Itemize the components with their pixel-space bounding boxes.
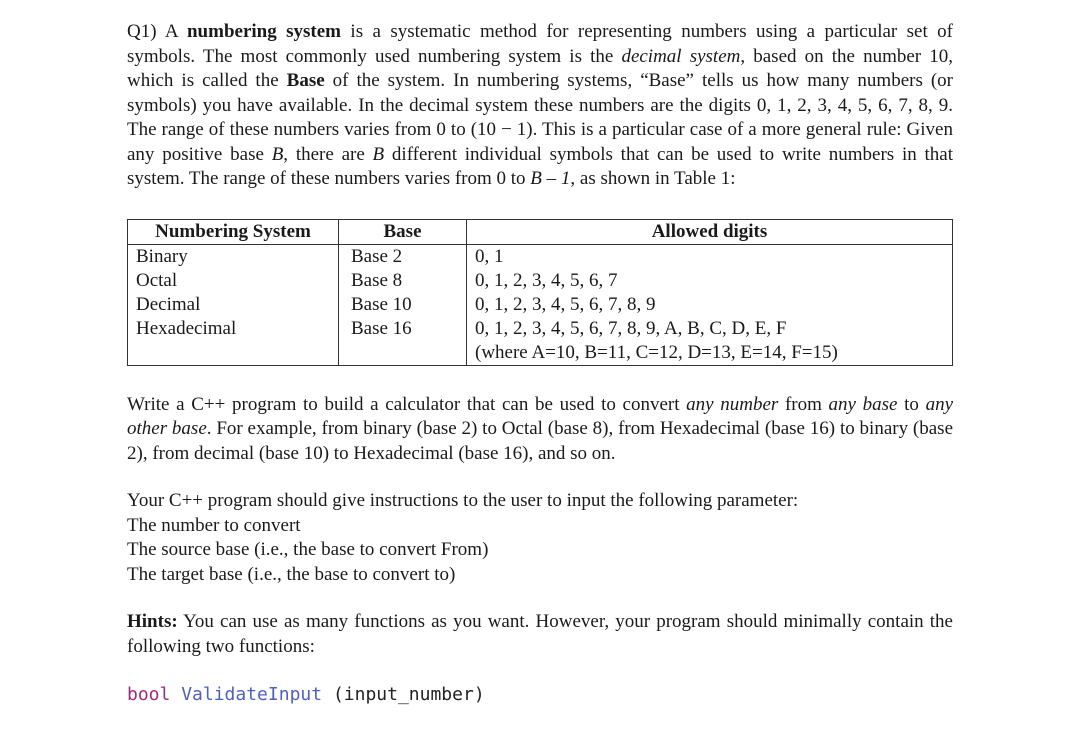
- table-header-row: [128, 219, 953, 244]
- numbering-systems-table: [127, 219, 953, 366]
- code-snippet: [127, 683, 953, 707]
- instruction-item: The target base (i.e., the base to convert to): [127, 563, 456, 585]
- cell-digits-line: 0, 1, 2, 3, 4, 5, 6, 7, 8, 9, A, B, C, D, E, F: [475, 317, 787, 339]
- document-page: [127, 20, 953, 707]
- intro-text: , based on the number 10, which is called the: [127, 45, 954, 91]
- cell-base: Base 16: [339, 317, 467, 366]
- cell-base: Base 10: [339, 293, 467, 317]
- term-base: Base: [286, 70, 325, 91]
- term-decimal-system: decimal system: [621, 45, 741, 67]
- instructions-lead: Your C++ program should give instructions to the user to input the following parameter:: [127, 490, 799, 511]
- question-label: Q1) A: [127, 21, 187, 42]
- header-numbering-system: Numbering System: [128, 219, 339, 244]
- code-function-name: ValidateInput: [181, 684, 323, 705]
- task-text: from: [778, 393, 829, 415]
- cell-digits: 0, 1, 2, 3, 4, 5, 6, 7: [467, 269, 953, 293]
- code-keyword: bool: [127, 684, 171, 705]
- table-row: [128, 293, 953, 317]
- intro-text: , there are: [283, 143, 373, 165]
- cell-digits: [467, 317, 953, 366]
- numbering-table-wrapper: [127, 219, 953, 366]
- intro-text: is a systematic method for representing numbers using a particular set of symbols. The most commonly used numbering system is the: [127, 21, 953, 67]
- task-text: to: [897, 393, 926, 415]
- table-row: [128, 317, 953, 366]
- instruction-item: The source base (i.e., the base to convert From): [127, 539, 489, 560]
- table-row: [128, 244, 953, 269]
- cell-digits: 0, 1: [467, 244, 953, 269]
- cell-system: Octal: [128, 269, 339, 293]
- var-b: B: [372, 143, 385, 165]
- cell-base: Base 8: [339, 269, 467, 293]
- hints-text: You can use as many functions as you want. However, your program should minimally contain the following two functions:: [127, 611, 953, 657]
- cell-system: Binary: [128, 244, 339, 269]
- table-row: [128, 269, 953, 293]
- cell-base: Base 2: [339, 244, 467, 269]
- header-base: Base: [339, 219, 467, 244]
- task-text: . For example, from binary (base 2) to Octal (base 8), from Hexadecimal (base 16) to binary (base 2), from decimal (base 10) to Hexadecimal (base 16), and so on.: [127, 418, 954, 464]
- cell-digits-note: (where A=10, B=11, C=12, D=13, E=14, F=15): [475, 341, 838, 363]
- task-text: Write a C++ program to build a calculator that can be used to convert: [127, 393, 687, 415]
- cell-system: Decimal: [128, 293, 339, 317]
- emphasis-any-base: any base: [828, 393, 898, 415]
- cell-system: Hexadecimal: [128, 317, 339, 366]
- code-arguments: (input_number): [332, 684, 485, 705]
- emphasis-any-other-base: any other base: [127, 393, 953, 439]
- instruction-item: The number to convert: [127, 514, 301, 536]
- task-paragraph: [127, 393, 953, 467]
- intro-text: , as shown in Table 1:: [570, 168, 736, 189]
- term-numbering-system: numbering system: [186, 21, 342, 42]
- var-b-minus-one: B – 1: [530, 168, 571, 189]
- intro-text: different individual symbols that can be used to write numbers in that system. The range of these numbers varies from 0 to: [127, 143, 954, 189]
- instructions-block: [127, 489, 953, 587]
- hints-label: Hints:: [127, 611, 178, 632]
- intro-paragraph: [127, 20, 953, 192]
- emphasis-any-number: any number: [686, 393, 779, 415]
- hints-paragraph: [127, 610, 953, 659]
- header-allowed-digits: Allowed digits: [467, 219, 953, 244]
- intro-text: of the system. In numbering systems, “Base” tells us how many numbers (or symbols) you have available. In the decimal system these numbers are the digits 0, 1, 2, 3, 4, 5, 6, 7, 8, 9. The range of these numbers varies from 0 to (10 − 1). This is a particular case of a more general rule: Given any positive base: [127, 70, 953, 165]
- var-b: B: [271, 143, 284, 165]
- cell-digits: 0, 1, 2, 3, 4, 5, 6, 7, 8, 9: [467, 293, 953, 317]
